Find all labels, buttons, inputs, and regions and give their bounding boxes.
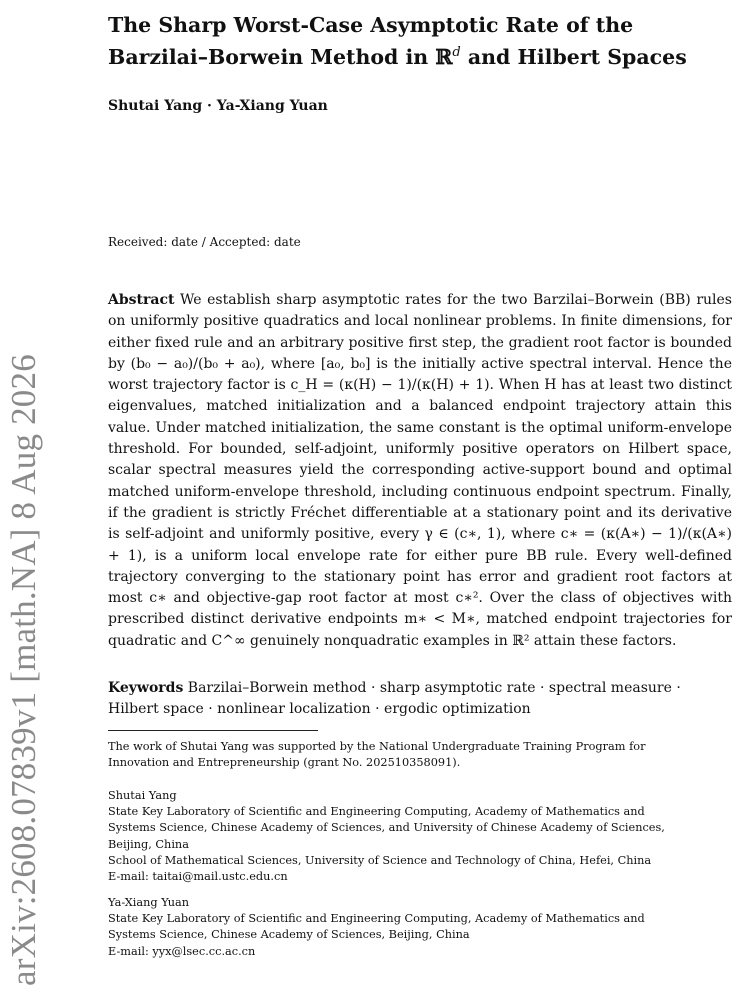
abstract-paragraph: [108, 290, 732, 652]
affiliation-yuan: [108, 895, 732, 960]
funding-footnote: [108, 739, 732, 771]
affiliation-yang-line-2: Systems Science, Chinese Academy of Sciences, and University of Chinese Academy of Sciences,: [108, 821, 665, 835]
funding-line-1: The work of Shutai Yang was supported by the National Undergraduate Training Program for: [108, 740, 646, 753]
abstract-text: We establish sharp asymptotic rates for the two Barzilai–Borwein (BB) rules on uniformly positive quadratics and local nonlinear problems. In finite dimensions, for either fixed rule and an arbitrary positive first step, the gradient root factor is bounded by (b₀ − a₀)/(b₀ + a₀), where [a₀, b₀] is the initially active spectral interval. Hence the worst trajectory factor is c_H = (κ(H) − 1)/(κ(H) + 1). When H has at least two distinct eigenvalues, matched initialization and a balanced endpoint trajectory attain this value. Under matched initialization, the same constant is the optimal uniform-envelope threshold. For bounded, self-adjoint, uniformly positive operators on Hilbert space, scalar spectral measures yield the corresponding active-support bound and optimal matched uniform-envelope threshold, including continuous endpoint spectrum. Finally, if the gradient is strictly Fréchet differentiable at a stationary point and its derivative is self-adjoint and uniformly positive, every γ ∈ (c∗, 1), where c∗ = (κ(A∗) − 1)/(κ(A∗) + 1), is a uniform local envelope rate for either pure BB rule. Every well-defined trajectory converging to the stationary point has error and gradient root factors at most c∗ and objective-gap root factor at most c∗². Over the class of objectives with prescribed distinct derivative endpoints m∗ < M∗, matched endpoint trajectories for quadratic and C^∞ genuinely nonquadratic examples in ℝ² attain these factors.: [108, 292, 732, 649]
title-line-2: [108, 39, 728, 71]
affiliation-yang: [108, 788, 732, 885]
footnote-divider: [108, 730, 318, 731]
abstract-label: Abstract: [108, 292, 175, 308]
affiliation-yang-name: Shutai Yang: [108, 789, 177, 802]
title-line-2-post: and Hilbert Spaces: [460, 44, 687, 69]
affiliation-yang-email: E-mail: taitai@mail.ustc.edu.cn: [108, 870, 288, 884]
title-line-2-pre: Barzilai–Borwein Method in: [108, 44, 436, 69]
affiliation-yang-line-1: State Key Laboratory of Scientific and Engineering Computing, Academy of Mathematics and: [108, 805, 645, 819]
paper-title: [108, 12, 728, 71]
affiliation-yuan-name: Ya-Xiang Yuan: [108, 896, 189, 909]
affiliation-yang-line-4: School of Mathematical Sciences, University of Science and Technology of China, Hefei, China: [108, 853, 652, 867]
title-dimension-d: d: [452, 45, 461, 60]
title-blackboard-r: ℝ: [435, 44, 453, 69]
received-accepted-line: Received: date / Accepted: date: [108, 235, 301, 249]
arxiv-identifier-stamp: arXiv:2608.07839v1 [math.NA] 8 Aug 2026: [4, 354, 43, 986]
keywords-label: Keywords: [108, 680, 184, 696]
title-line-1: The Sharp Worst-Case Asymptotic Rate of the: [108, 13, 634, 37]
keywords-text: Barzilai–Borwein method · sharp asymptotic rate · spectral measure · Hilbert space · nonlinear localization · ergodic optimization: [108, 680, 681, 717]
funding-line-2: Innovation and Entrepreneurship (grant No. 202510358091).: [108, 756, 461, 770]
affiliation-yang-line-3: Beijing, China: [108, 837, 189, 851]
affiliation-yuan-line-1: State Key Laboratory of Scientific and Engineering Computing, Academy of Mathematics and: [108, 912, 645, 926]
affiliation-yuan-email: E-mail: yyx@lsec.cc.ac.cn: [108, 944, 256, 958]
keywords-paragraph: [108, 678, 732, 720]
affiliation-yuan-line-2: Systems Science, Chinese Academy of Sciences, Beijing, China: [108, 928, 470, 942]
author-list: Shutai Yang · Ya-Xiang Yuan: [108, 98, 328, 114]
